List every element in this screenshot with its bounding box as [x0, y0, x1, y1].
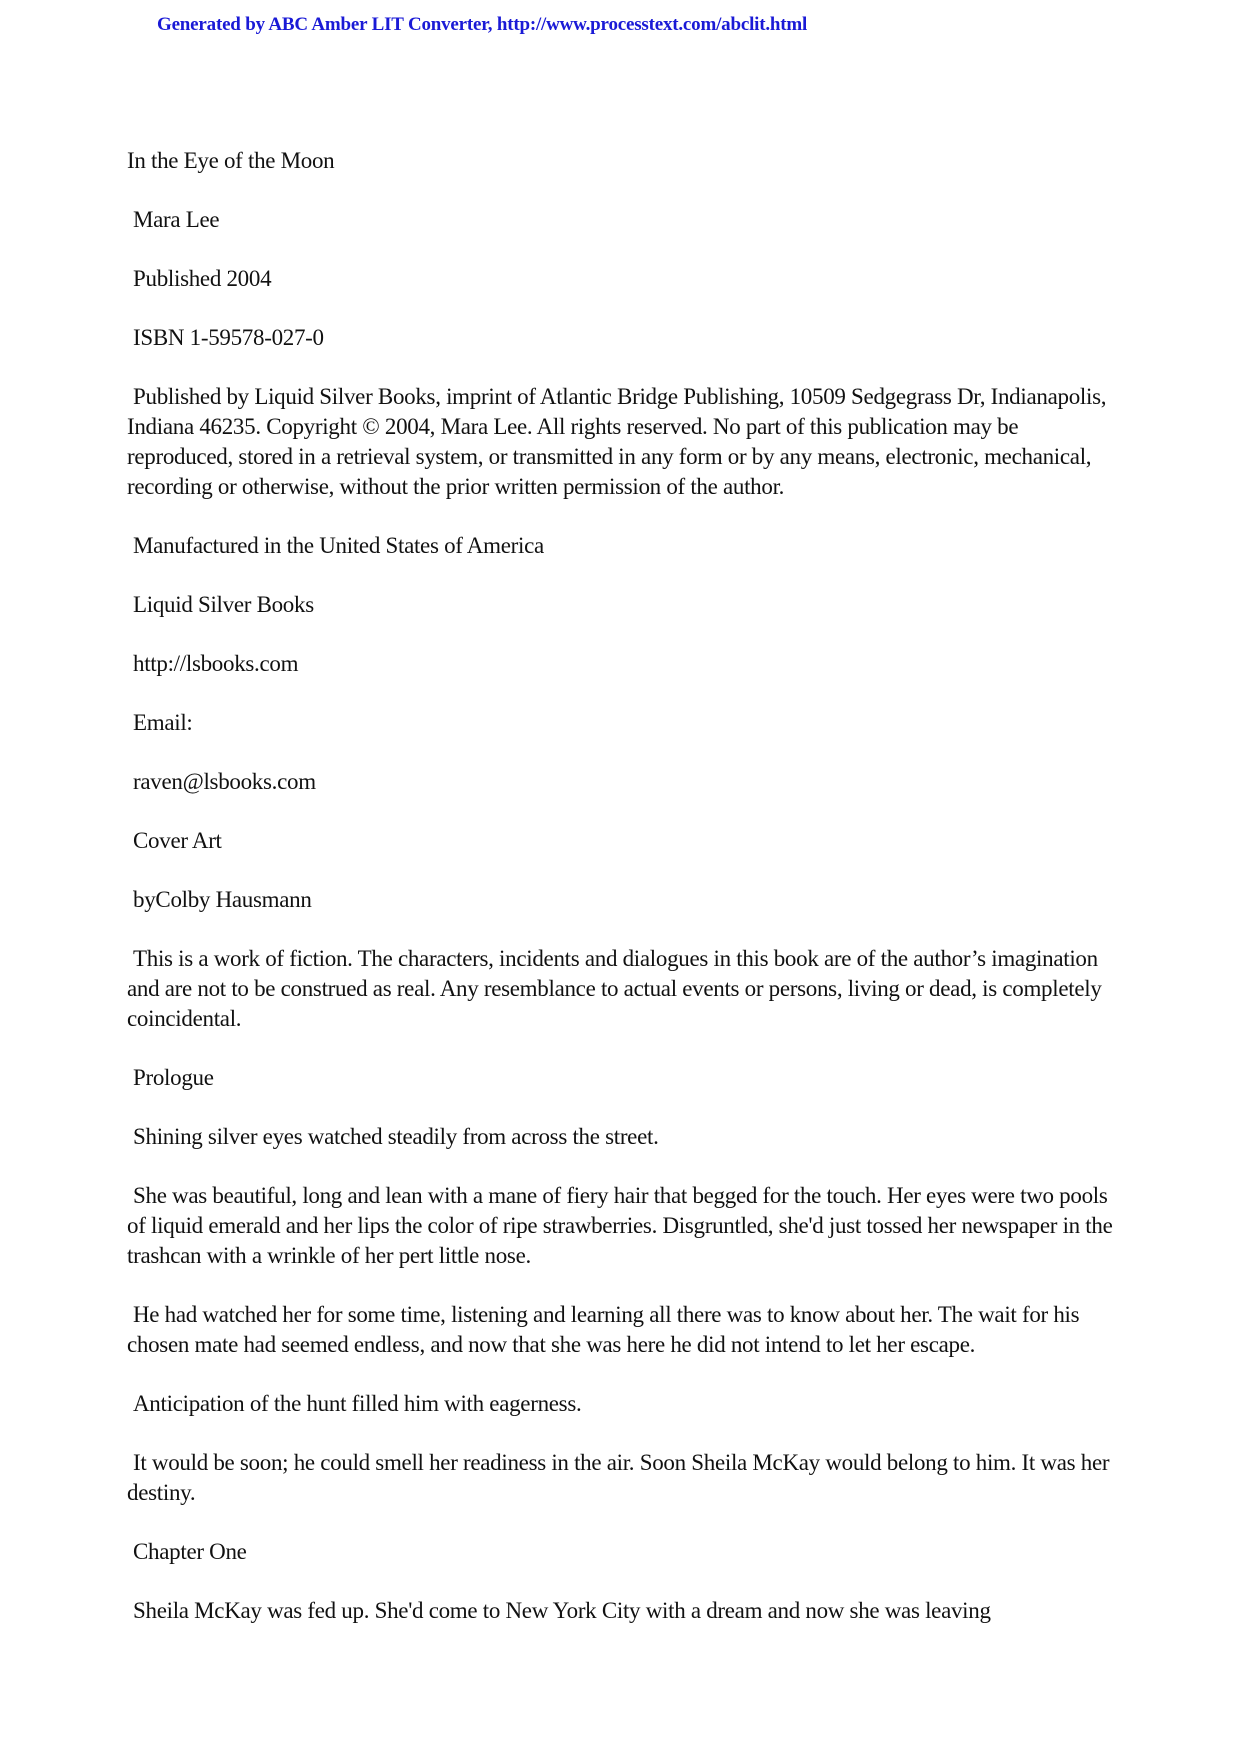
page-content — [127, 146, 1117, 1655]
publisher-name: Liquid Silver Books — [133, 592, 314, 617]
cover-artist: byColby Hausmann — [133, 887, 312, 912]
book-title: In the Eye of the Moon — [127, 148, 335, 173]
email-address: raven@lsbooks.com — [133, 769, 316, 794]
prologue-paragraph: He had watched her for some time, listening and learning all there was to know about her. The wait for his chosen mate had seemed endless, and now that she was here he did not intend to let her escape. — [127, 1302, 1080, 1357]
publication-year: Published 2004 — [133, 266, 272, 291]
prologue-paragraph: She was beautiful, long and lean with a mane of fiery hair that begged for the touch. Her eyes were two pools of liquid emerald and her lips the color of ripe strawberries. Disgruntled, she'd just tossed her newspaper in the trashcan with a wrinkle of her pert little nose. — [127, 1183, 1113, 1268]
book-author: Mara Lee — [133, 207, 220, 232]
prologue-paragraph: Anticipation of the hunt filled him with eagerness. — [133, 1391, 582, 1416]
converter-banner: Generated by ABC Amber LIT Converter, http://www.processtext.com/abclit.html — [157, 14, 808, 35]
chapter-paragraph: Sheila McKay was fed up. She'd come to New York City with a dream and now she was leaving — [133, 1598, 991, 1623]
fiction-disclaimer: This is a work of fiction. The characters, incidents and dialogues in this book are of the author’s imagination and are not to be construed as real. Any resemblance to actual events or persons, living or dead, is completely coincidental. — [127, 946, 1102, 1031]
prologue-heading: Prologue — [133, 1065, 214, 1090]
email-label: Email: — [133, 710, 193, 735]
publisher-website: http://lsbooks.com — [133, 651, 299, 676]
chapter-heading: Chapter One — [133, 1539, 247, 1564]
publisher-notice: Published by Liquid Silver Books, imprint of Atlantic Bridge Publishing, 10509 Sedgegrass Dr, Indianapolis, Indiana 46235. Copyright © 2004, Mara Lee. All rights reserved. No part of this publication may be reproduced, stored in a retrieval system, or transmitted in any form or by any means, electronic, mechanical, recording or otherwise, without the prior written permission of the author. — [127, 384, 1107, 499]
prologue-paragraph: It would be soon; he could smell her readiness in the air. Soon Sheila McKay would belong to him. It was her destiny. — [127, 1450, 1110, 1505]
isbn: ISBN 1-59578-027-0 — [133, 325, 324, 350]
cover-art-label: Cover Art — [133, 828, 222, 853]
manufactured-line: Manufactured in the United States of America — [133, 533, 544, 558]
prologue-paragraph: Shining silver eyes watched steadily from across the street. — [133, 1124, 659, 1149]
